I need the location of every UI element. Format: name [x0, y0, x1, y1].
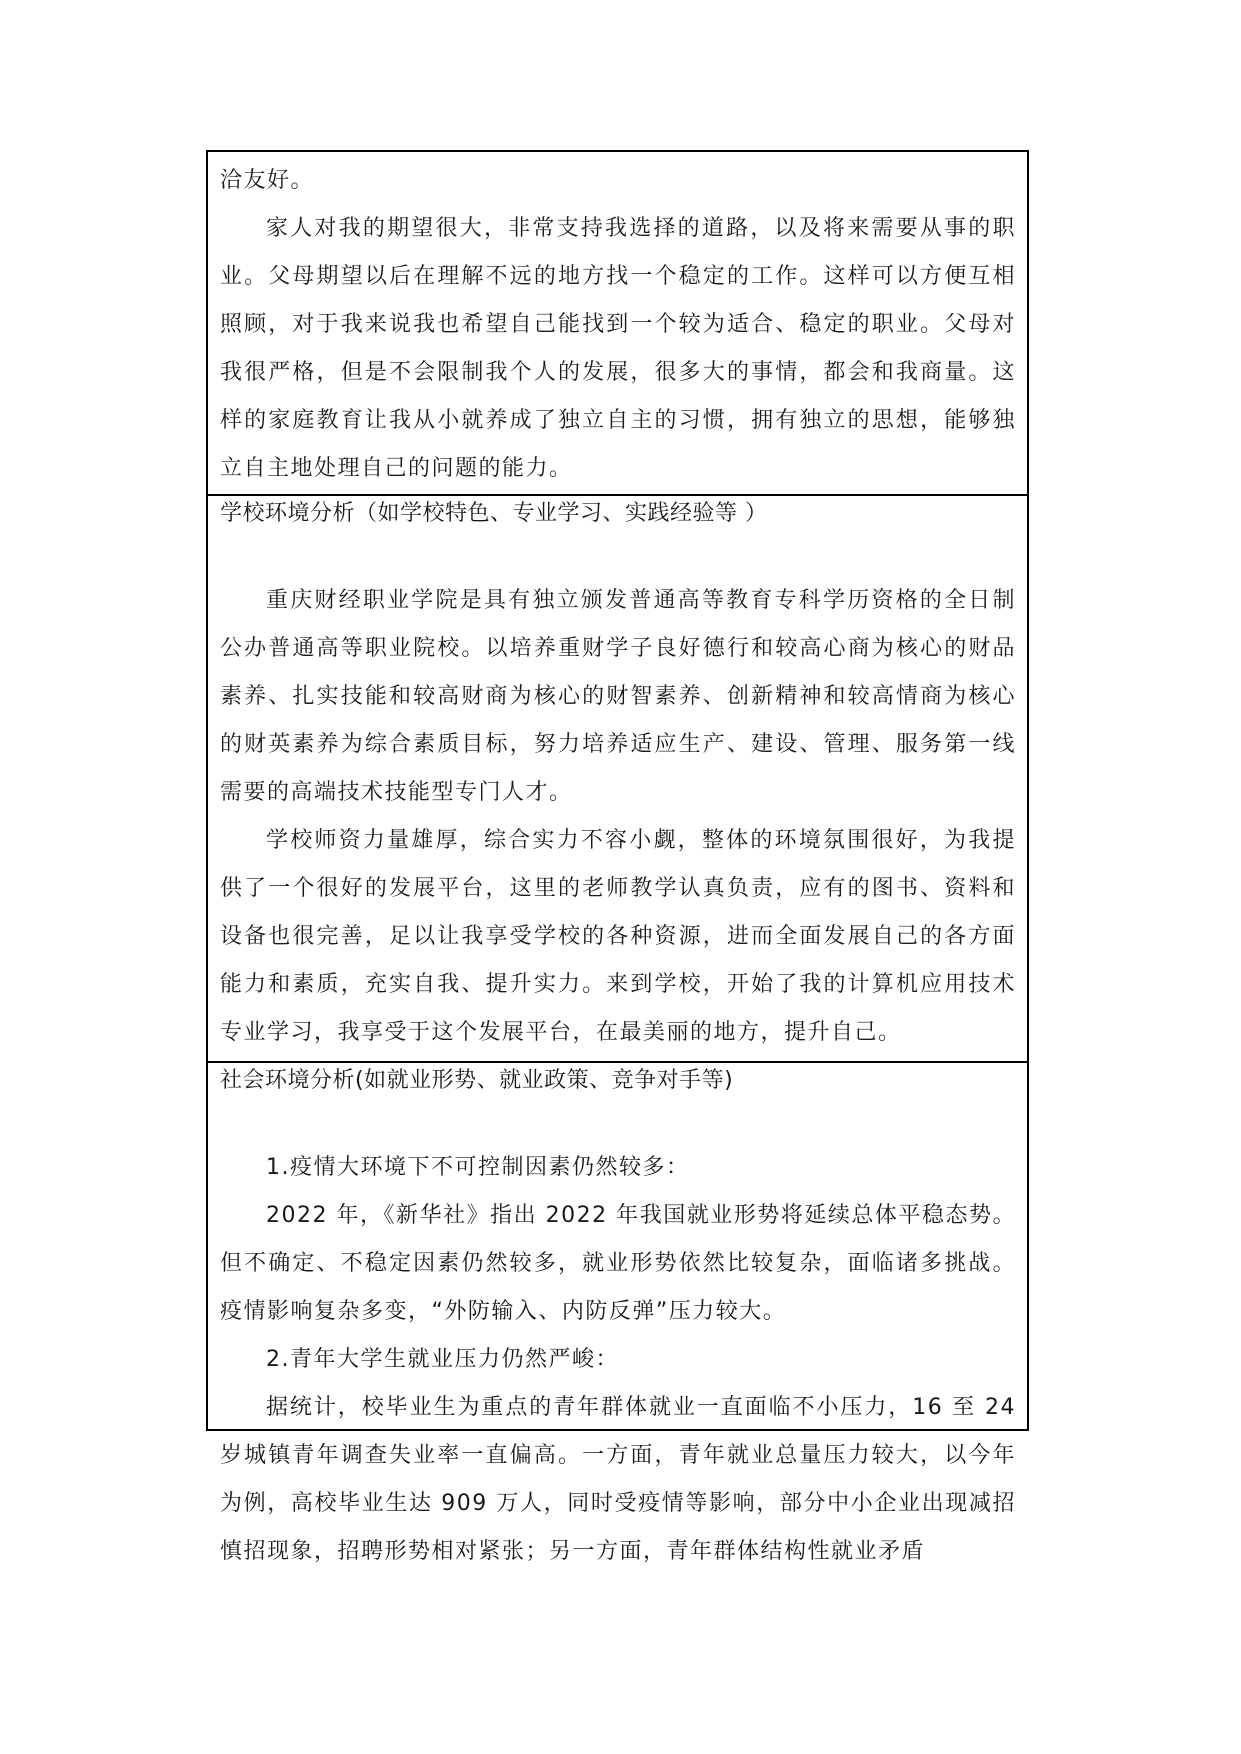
family-environment-section [208, 152, 1027, 494]
document-table [206, 150, 1029, 1564]
school-heading-gap [220, 532, 1016, 577]
society-heading-gap [220, 1099, 1016, 1144]
society-section-heading: 社会环境分析(如就业形势、就业政策、竞争对手等) [220, 1068, 734, 1093]
school-section-heading: 学校环境分析（如学校特色、专业学习、实践经验等 ） [220, 501, 768, 526]
society-subheading-2: 2.青年大学生就业压力仍然严峻： [266, 1347, 619, 1372]
society-subheading-1: 1.疫情大环境下不可控制因素仍然较多： [266, 1155, 690, 1180]
school-environment-section [208, 494, 1027, 1061]
school-paragraph-2: 学校师资力量雄厚，综合实力不容小觑，整体的环境氛围很好，为我提供了一个很好的发展平台，这里的老师教学认真负责，应有的图书、资料和设备也很完善，足以让我享受学校的各种资源，进而全面发展自己的各方面能力和素质，充实自我、提升实力。来到学校，开始了我的计算机应用技术专业学习，我享受于这个发展平台，在最美丽的地方，提升自己。 [220, 828, 1016, 1045]
society-paragraph-1: 2022 年，《新华社》指出 2022 年我国就业形势将延续总体平稳态势。但不确定、不稳定因素仍然较多，就业形势依然比较复杂，面临诸多挑战。疫情影响复杂多变，“外防输入、内防反弹”压力较大。 [220, 1203, 1016, 1324]
school-paragraph-1: 重庆财经职业学院是具有独立颁发普通高等教育专科学历资格的全日制公办普通高等职业院校。以培养重财学子良好德行和较高心商为核心的财品素养、扎实技能和较高财商为核心的财智素养、创新精神和较高情商为核心的财英素养为综合素质目标，努力培养适应生产、建设、管理、服务第一线需要的高端技术技能型专门人才。 [220, 588, 1016, 805]
family-paragraph-continuation: 洽友好。 [220, 168, 315, 193]
society-paragraph-2: 据统计，校毕业生为重点的青年群体就业一直面临不小压力，16 至 24 岁城镇青年调查失业率一直偏高。一方面，青年就业总量压力较大，以今年为例，高校毕业生达 909 万人，同时受疫情等影响，部分中小企业出现减招慎招现象，招聘形势相对紧张；另一方面，青年群体结构性就业矛盾 [220, 1395, 1016, 1564]
family-paragraph: 家人对我的期望很大，非常支持我选择的道路，以及将来需要从事的职业。父母期望以后在理解不远的地方找一个稳定的工作。这样可以方便互相照顾，对于我来说我也希望自己能找到一个较为适合、稳定的职业。父母对我很严格，但是不会限制我个人的发展，很多大的事情，都会和我商量。这样的家庭教育让我从小就养成了独立自主的习惯，拥有独立的思想，能够独立自主地处理自己的问题的能力。 [220, 216, 1016, 481]
social-environment-section [208, 1061, 1027, 1564]
